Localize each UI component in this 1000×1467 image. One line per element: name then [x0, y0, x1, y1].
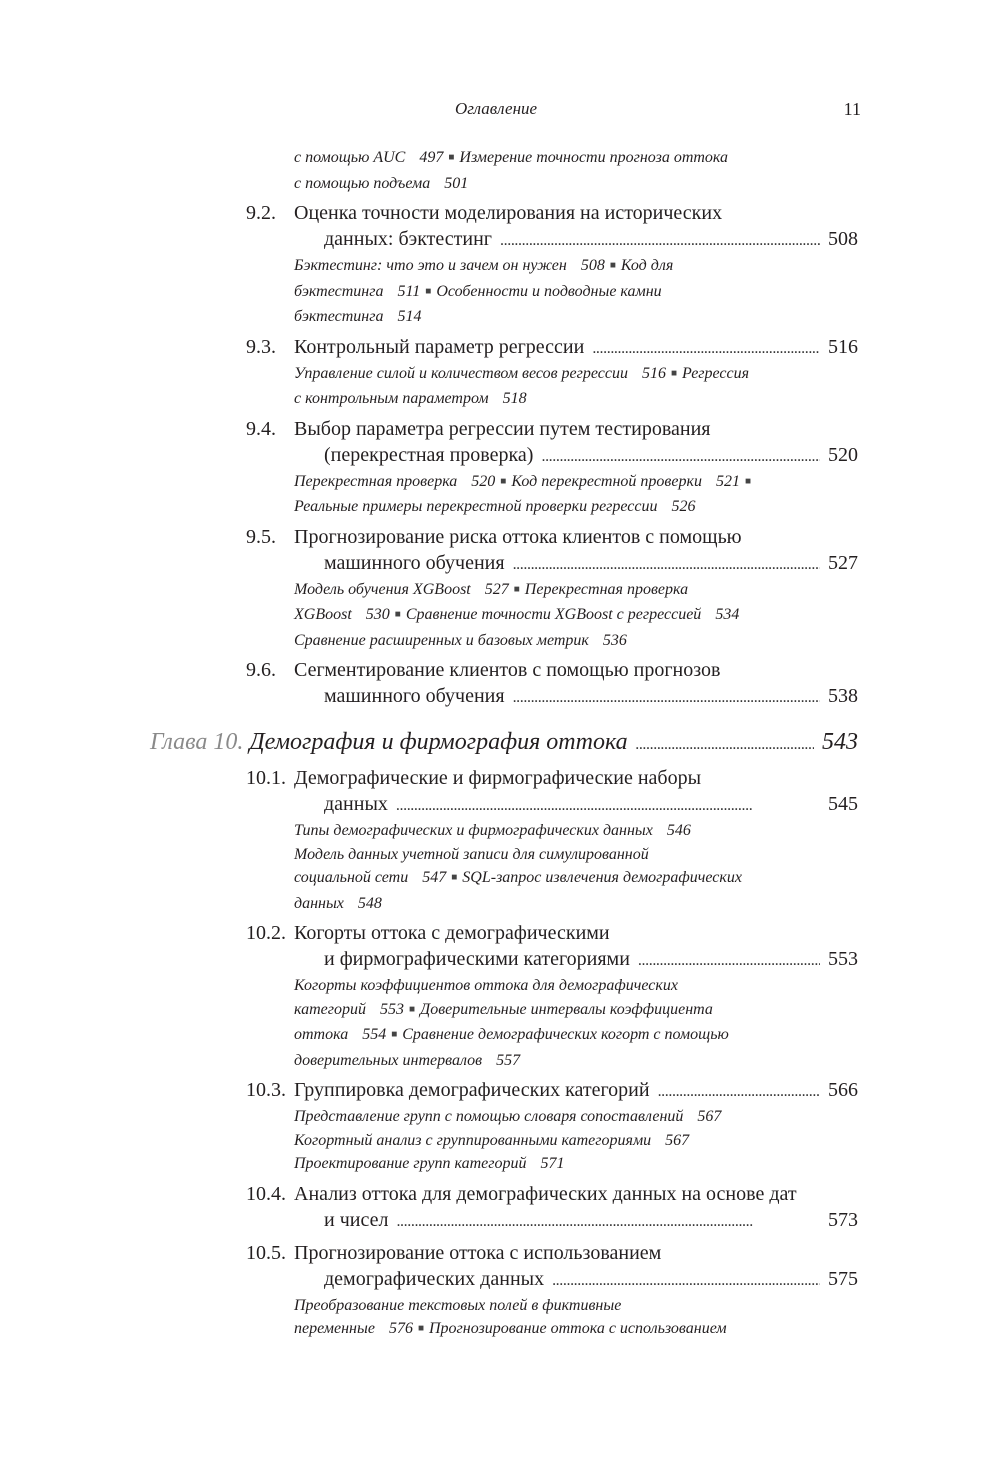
section-title: демографических данных [324, 1267, 545, 1290]
toc-entry[interactable] [0, 1240, 1000, 1294]
subsection-list: Бэктестинг: что это и зачем он нужен 508 ■ Код для бэктестинга 511 ■ Особенности и подводные камни бэктестинга 514 [294, 257, 674, 325]
leader-dots [396, 1209, 820, 1235]
section-title: Группировка демографических категорий [294, 1079, 650, 1101]
section-number: 9.2. [246, 202, 276, 224]
section-page: 575 [828, 1267, 858, 1290]
section-number: 10.2. [246, 922, 286, 944]
bullet-separator: ■ [448, 152, 455, 163]
section-title: Анализ оттока для демографических данных на основе дат [294, 1182, 797, 1205]
section-number: 10.1. [246, 767, 286, 789]
toc-entry[interactable] [0, 524, 1000, 578]
subsection-list: Перекрестная проверка 520 ■ Код перекрестной проверки 521 ■ Реальные примеры перекрестной проверки регрессии 526 [294, 472, 751, 515]
bullet-separator: ■ [425, 285, 432, 297]
bullet-separator: ■ [394, 609, 401, 620]
bullet-separator: ■ [451, 872, 458, 883]
section-title: Демографические и фирмографические наборы [294, 767, 702, 789]
subsection-list: Представление групп с помощью словаря сопоставлений 567 Когортный анализ с группированными категориями 567 Проектирование групп категорий 571 [294, 1108, 722, 1172]
section-number: 9.6. [246, 659, 276, 681]
section-number: 10.5. [246, 1241, 286, 1264]
toc-entry[interactable] [0, 1181, 1000, 1235]
section-title: данных: бэктестинг [324, 228, 493, 250]
section-page: 545 [828, 793, 858, 815]
leader-dots [636, 730, 814, 760]
toc-entry[interactable] [0, 765, 1000, 819]
leader-dots [552, 1268, 820, 1294]
bullet-separator: ■ [417, 1323, 424, 1334]
table-of-contents [0, 146, 1000, 1343]
section-page: 566 [828, 1079, 858, 1101]
section-number: 9.3. [246, 335, 276, 358]
subsection-list: Типы демографических и фирмографических данных 546 Модель данных учетной записи для симулированной социальной сети 547 ■ SQL-запрос извлечения демографических данных 548 [294, 822, 742, 912]
subsection-list: Модель обучения XGBoost 527 ■ Перекрестная проверка XGBoost 530 ■ Сравнение точности XGBoost с регрессией 534 Сравнение расширенных и базовых метрик 536 [294, 580, 740, 649]
section-title: данных [324, 793, 388, 815]
chapter-title: Демография и фирмография оттока [249, 729, 628, 755]
toc-entry[interactable] [0, 334, 1000, 362]
toc-entry[interactable] [0, 657, 1000, 711]
toc-entry[interactable] [0, 416, 1000, 470]
section-page: 538 [828, 685, 858, 707]
chapter-label: Глава 10. [150, 729, 244, 755]
section-title: Когорты оттока с демографическими [294, 922, 610, 944]
leader-dots [513, 552, 820, 578]
section-number: 10.4. [246, 1182, 286, 1205]
section-title: Оценка точности моделирования на исторических [294, 202, 723, 224]
chapter-page: 543 [822, 729, 858, 755]
toc-entry[interactable] [0, 920, 1000, 974]
leader-dots [500, 228, 820, 254]
section-title: Выбор параметра регрессии путем тестирования [294, 417, 711, 440]
section-page: 553 [828, 948, 858, 970]
leader-dots [513, 685, 820, 711]
section-page: 573 [828, 1208, 858, 1231]
section-title: Сегментирование клиентов с помощью прогнозов [294, 659, 721, 681]
section-title: Контрольный параметр регрессии [294, 335, 585, 358]
toc-entry[interactable] [0, 1077, 1000, 1105]
bullet-separator: ■ [744, 475, 751, 487]
bullet-separator: ■ [513, 583, 520, 595]
bullet-separator: ■ [670, 367, 677, 379]
leader-dots [638, 948, 820, 974]
bullet-separator: ■ [609, 260, 616, 271]
section-title: машинного обучения [324, 685, 505, 707]
section-page: 527 [828, 551, 858, 574]
section-title: и фирмографическими категориями [324, 948, 630, 970]
subsection-list: Преобразование текстовых полей в фиктивные переменные 576 ■ Прогнозирование оттока с использованием [294, 1296, 727, 1337]
bullet-separator: ■ [391, 1029, 398, 1040]
chapter-heading[interactable] [150, 727, 858, 760]
running-head: Оглавление [455, 99, 538, 118]
leader-dots [396, 793, 820, 819]
section-title: Прогнозирование оттока с использованием [294, 1241, 662, 1264]
section-title: и чисел [324, 1208, 389, 1231]
section-page: 508 [828, 228, 858, 250]
section-title: (перекрестная проверка) [324, 443, 534, 466]
subsection-list: Управление силой и количеством весов регрессии 516 ■ Регрессия с контрольным параметром 518 [294, 364, 750, 407]
leader-dots [658, 1079, 820, 1105]
section-page: 520 [828, 443, 858, 466]
subsection-list: с помощью AUC 497 ■ Измерение точности прогноза оттока с помощью подъема 501 [294, 149, 729, 192]
section-number: 10.3. [246, 1079, 286, 1101]
bullet-separator: ■ [500, 475, 507, 487]
subsection-list: Когорты коэффициентов оттока для демографических категорий 553 ■ Доверительные интервалы коэффициента оттока 554 ■ Сравнение демографических когорт с помощью доверительных интервалов 557 [294, 977, 729, 1069]
section-number: 9.5. [246, 525, 276, 548]
bullet-separator: ■ [408, 1003, 416, 1015]
page-number: 11 [843, 99, 861, 119]
section-title: Прогнозирование риска оттока клиентов с помощью [294, 525, 742, 548]
leader-dots [541, 444, 820, 470]
leader-dots [592, 336, 820, 362]
section-page: 516 [828, 335, 858, 358]
toc-entry[interactable] [0, 200, 1000, 254]
section-title: машинного обучения [324, 551, 505, 574]
section-number: 9.4. [246, 417, 276, 440]
